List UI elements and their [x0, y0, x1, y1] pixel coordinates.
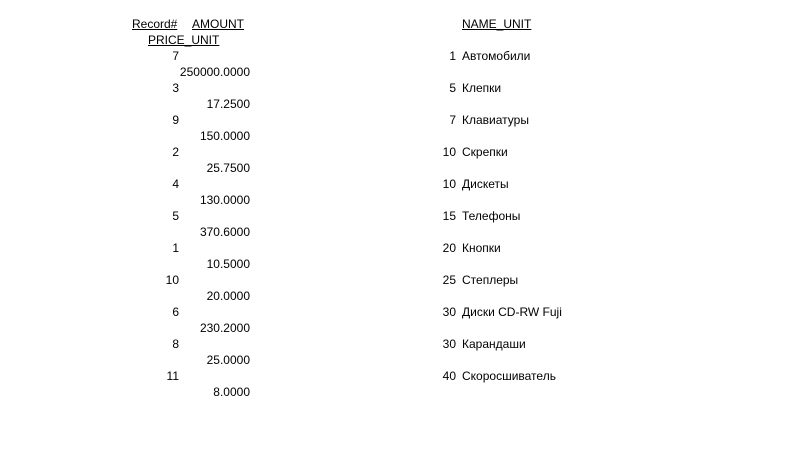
record-number: 3: [172, 81, 179, 95]
record-name-unit: Скрепки: [462, 145, 508, 159]
record-amount: 20: [442, 241, 456, 255]
record-name-unit: Диски CD-RW Fuji: [462, 305, 562, 319]
record-row: [0, 144, 800, 176]
record-amount: 10: [442, 177, 456, 191]
record-price-unit: 25.7500: [206, 161, 250, 175]
record-row: [0, 368, 800, 400]
record-row: [0, 80, 800, 112]
record-price-unit: 150.0000: [199, 129, 250, 143]
record-name-unit: Дискеты: [462, 177, 509, 191]
record-name-unit: Автомобили: [462, 49, 531, 63]
record-row: [0, 112, 800, 144]
record-name-unit: Степлеры: [462, 273, 519, 287]
record-row: [0, 336, 800, 368]
record-name-unit: Клепки: [462, 81, 502, 95]
record-number: 2: [172, 145, 179, 159]
header-price-unit: PRICE_UNIT: [148, 33, 220, 47]
record-number: 11: [166, 369, 179, 383]
header-record-number: Record#: [132, 17, 178, 31]
record-number: 6: [172, 305, 179, 319]
record-price-unit: 250000.0000: [179, 65, 250, 79]
record-amount: 5: [449, 81, 456, 95]
record-number: 1: [172, 241, 179, 255]
record-name-unit: Карандаши: [462, 337, 526, 351]
record-price-unit: 370.6000: [199, 225, 250, 239]
record-row: [0, 208, 800, 240]
record-row: [0, 48, 800, 80]
record-amount: 7: [449, 113, 456, 127]
record-amount: 30: [442, 337, 456, 351]
record-number: 10: [165, 273, 179, 287]
header-amount: AMOUNT: [192, 17, 244, 31]
record-number: 8: [172, 337, 179, 351]
record-price-unit: 130.0000: [199, 193, 250, 207]
record-number: 5: [172, 209, 179, 223]
record-row: [0, 272, 800, 304]
record-amount: 40: [442, 369, 456, 383]
record-amount: 15: [442, 209, 456, 223]
record-row: [0, 240, 800, 272]
record-number: 7: [172, 49, 179, 63]
record-price-unit: 230.2000: [199, 321, 250, 335]
record-amount: 25: [442, 273, 456, 287]
record-amount: 1: [449, 49, 456, 63]
record-name-unit: Телефоны: [462, 209, 521, 223]
record-price-unit: 17.2500: [206, 97, 250, 111]
record-amount: 10: [442, 145, 456, 159]
record-price-unit: 8.0000: [213, 385, 250, 399]
record-name-unit: Кнопки: [462, 241, 501, 255]
header-name-unit: NAME_UNIT: [462, 17, 532, 31]
record-name-unit: Скоросшиватель: [462, 369, 556, 383]
record-name-unit: Клавиатуры: [462, 113, 529, 127]
record-list: [0, 48, 800, 400]
record-row: [0, 176, 800, 208]
record-amount: 30: [442, 305, 456, 319]
record-row: [0, 304, 800, 336]
record-price-unit: 20.0000: [206, 289, 250, 303]
record-price-unit: 25.0000: [206, 353, 250, 367]
record-price-unit: 10.5000: [206, 257, 250, 271]
record-number: 4: [172, 177, 179, 191]
record-number: 9: [172, 113, 179, 127]
